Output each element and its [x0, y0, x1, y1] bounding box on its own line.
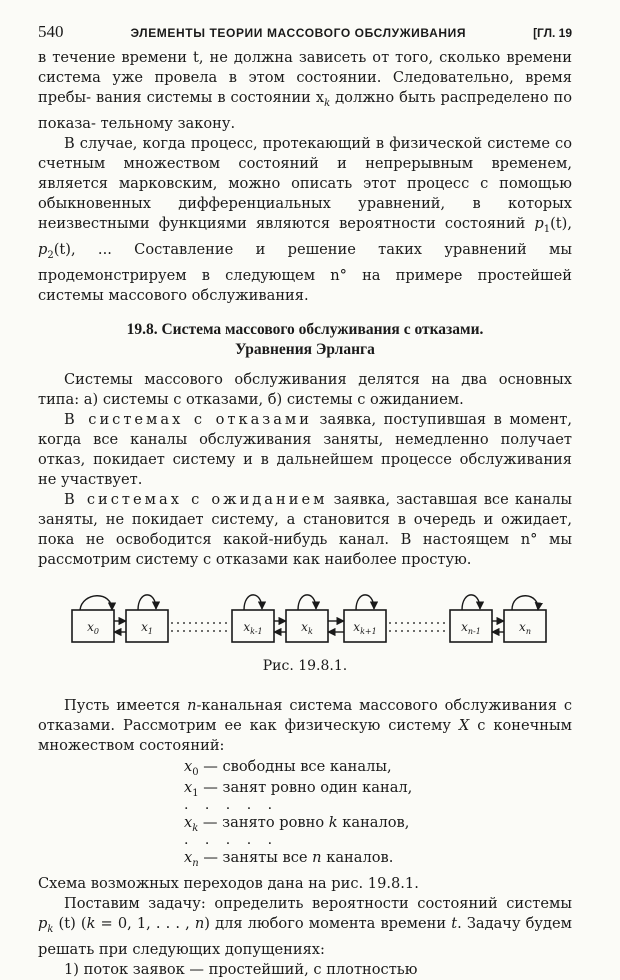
paragraph-continuation: в течение времени t, не должна зависеть от того, сколько времени система уже провела в этом состоянии. Следовательно, время пребы- вания системы в состоянии $x_k$ должно быть распределено по показа- тельному закону.: [38, 49, 572, 132]
paragraph-refusal: В системах с отказами заявка, поступившая в момент, когда все каналы обслуживания заняты, немедленно получает отказ, покидает систему и в дальнейшем процессе обслуживания не участвует.: [38, 410, 572, 488]
state-node: [450, 610, 492, 642]
state-list: [184, 756, 572, 868]
loop-arrow: [80, 595, 112, 609]
state-ellipsis-1: . . . . .: [184, 796, 279, 813]
section-title: 19.8. Система массового обслуживания с отказами. Уравнения Эрланга: [126, 320, 484, 358]
state-diagram: [38, 586, 572, 650]
chapter-label: [ГЛ. 19: [533, 26, 572, 40]
loop-arrow: [462, 595, 480, 610]
paragraph-n-channel: Пусть имеется n-канальная система массового обслуживания с отказами. Рассмотрим ее как физическую систему X с конечным множеством состояний:: [38, 696, 572, 754]
state-box: [232, 610, 274, 642]
state-node: [126, 610, 168, 642]
state-xn: $x_n$ — заняты все n каналов.: [184, 848, 394, 869]
paragraph-waiting: В системах с ожиданием заявка, заставшая все каналы заняты, не покидает систему, а становится в очередь и ожидает, пока не освободится какой-нибудь канал. В настоящем n° мы рассмотрим систему с отказами как наиболее простую.: [38, 490, 573, 568]
state-label: $x_{k+1}$: [353, 619, 377, 636]
state-x0: $x_0$ — свободны все каналы,: [184, 757, 392, 778]
paragraph-markov: В случае, когда процесс, протекающий в физической системе со счетным множеством состояний и непрерывным временем, является марковским, можно описать этот процесс с помощью обыкновенных дифференциальных уравнений, в которых неизвестными функциями являются вероятности состояний $p_1(t)$, $p_2(t)$, ... Составление и решение таких уравнений мы продемонстрируем в следующем n° на примере простейшей системы массового обслуживания.: [38, 134, 572, 304]
loop-arrow: [298, 595, 316, 610]
state-x1: $x_1$ — занят ровно один канал,: [184, 778, 413, 799]
state-diagram-svg: [38, 586, 572, 650]
state-node: [504, 610, 546, 642]
paragraph-problem: Поставим задачу: определить вероятности состояний системы $p_k$ (t) (k = 0, 1, . . . , n) для любого момента времени t. Задачу будем решать при следующих допущениях:: [38, 894, 572, 958]
book-page: [38, 22, 572, 980]
state-ellipsis-2: . . . . .: [184, 831, 279, 848]
state-node: [286, 610, 328, 642]
state-node: [344, 610, 386, 642]
loop-arrow: [244, 595, 262, 610]
figure-caption: Рис. 19.8.1.: [262, 657, 348, 674]
state-xk: $x_k$ — занято ровно k каналов,: [184, 813, 410, 834]
state-label: $x_1$: [141, 619, 153, 636]
loop-arrow: [512, 595, 538, 609]
paragraph-scheme: Схема возможных переходов дана на рис. 19.8.1.: [38, 874, 419, 892]
state-label: $x_n$: [519, 619, 531, 636]
state-label: $x_k$: [301, 619, 313, 636]
state-box: [450, 610, 492, 642]
loop-arrow: [138, 595, 156, 610]
state-label: $x_0$: [87, 619, 99, 636]
loop-arrow: [356, 595, 374, 610]
state-node: [72, 610, 114, 642]
state-node: [232, 610, 274, 642]
page-header: [38, 22, 572, 48]
state-box: [344, 610, 386, 642]
paragraph-types: Системы массового обслуживания делятся на два основных типа: а) системы с отказами, б) системы с ожиданием.: [38, 370, 572, 408]
running-title: ЭЛЕМЕНТЫ ТЕОРИИ МАССОВОГО ОБСЛУЖИВАНИЯ: [130, 26, 467, 40]
state-label: $x_{k-1}$: [243, 619, 263, 636]
page-number: 540: [38, 22, 64, 41]
paragraph-assumption-1: 1) поток заявок — простейший, с плотностью: [64, 960, 418, 978]
state-label: $x_{n-1}$: [461, 619, 481, 636]
